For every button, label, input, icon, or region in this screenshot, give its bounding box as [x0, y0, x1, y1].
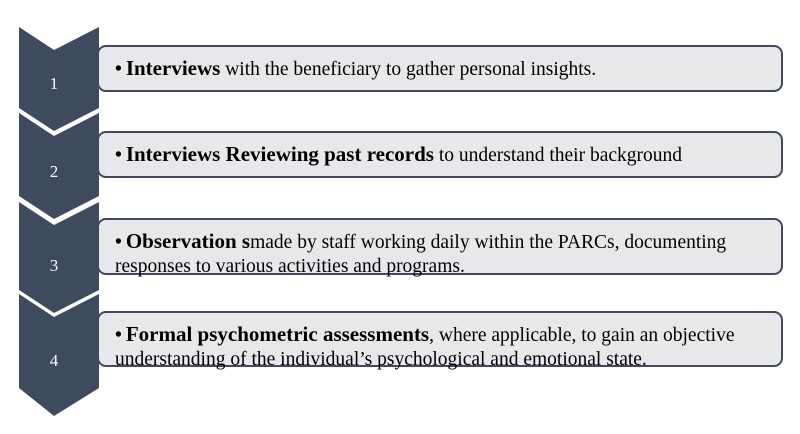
step-4-box — [97, 311, 783, 370]
step-2-box — [97, 131, 783, 178]
step-1-box — [97, 45, 783, 92]
step-3-box — [97, 218, 783, 275]
step-4-number: 4 — [49, 351, 59, 370]
step-1-number: 1 — [49, 74, 59, 93]
step-1-text: with the beneficiary to gather personal insights. — [220, 59, 597, 80]
step-3-number: 3 — [49, 256, 59, 275]
bullet-icon: • — [115, 325, 122, 346]
step-2-text: to understand their background — [433, 145, 682, 166]
bullet-icon: • — [115, 145, 122, 166]
step-3-text: made by staff working daily within the PARCs, documenting responses to various activities and programs. — [115, 232, 727, 277]
step-3-lead: Observation s — [125, 229, 251, 253]
step-2-number: 2 — [49, 162, 59, 181]
step-1-lead: Interviews — [125, 56, 221, 80]
bullet-icon: • — [115, 232, 122, 253]
step-2-lead: Interviews Reviewing past records — [125, 142, 434, 166]
step-4-text: , where applicable, to gain an objective understanding of the individual’s psychological and emotional state. — [115, 325, 735, 370]
bullet-icon: • — [115, 59, 122, 80]
step-4-lead: Formal psychometric assessments — [125, 322, 430, 346]
